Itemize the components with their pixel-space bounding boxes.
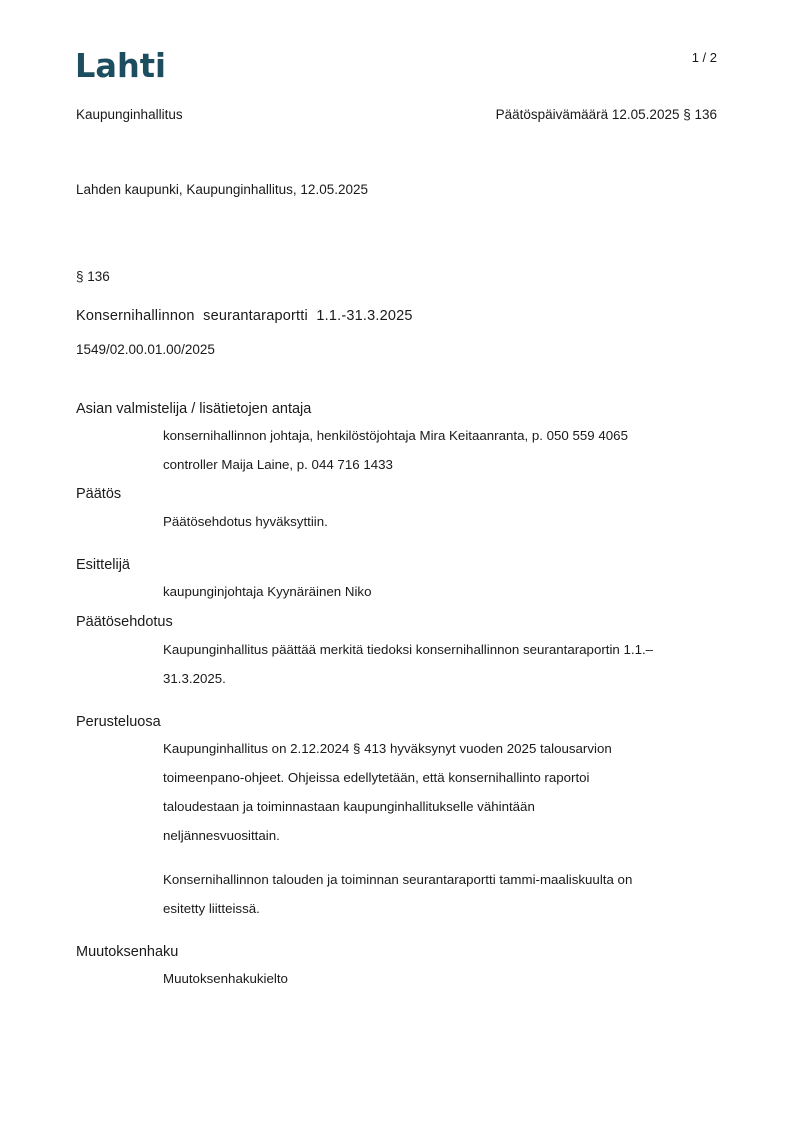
organ-name: Kaupunginhallitus xyxy=(76,107,183,122)
proposal-line: 31.3.2025. xyxy=(163,671,226,686)
rationale-heading: Perusteluosa xyxy=(76,714,161,730)
svg-text:Lahti: Lahti xyxy=(75,47,166,81)
rationale-line: toimeenpano-ohjeet. Ohjeissa edellytetään, että konsernihallinto raportoi xyxy=(163,770,590,785)
lahti-logo xyxy=(75,47,167,81)
preparer-heading: Asian valmistelija / lisätietojen antaja xyxy=(76,401,312,417)
rationale-line: taloudestaan ja toiminnastaan kaupunginhallitukselle vähintään xyxy=(163,799,535,814)
record-id: 1549/02.00.01.00/2025 xyxy=(76,342,215,357)
appeal-heading: Muutoksenhaku xyxy=(76,944,179,960)
section-number: § 136 xyxy=(76,269,110,284)
rationale-line: Konsernihallinnon talouden ja toiminnan seurantaraportti tammi-maaliskuulta on xyxy=(163,872,633,887)
document-title: Konsernihallinnon seurantaraportti 1.1.-31.3.2025 xyxy=(76,308,413,324)
proposal-heading: Päätösehdotus xyxy=(76,614,173,630)
preparer-line: controller Maija Laine, p. 044 716 1433 xyxy=(163,457,393,472)
presenter-heading: Esittelijä xyxy=(76,557,130,573)
page-number: 1 / 2 xyxy=(691,50,717,65)
decision-text: Päätösehdotus hyväksyttiin. xyxy=(163,514,328,529)
rationale-line: neljännesvuosittain. xyxy=(163,828,280,843)
preparer-line: konsernihallinnon johtaja, henkilöstöjohtaja Mira Keitaanranta, p. 050 559 4065 xyxy=(163,428,628,443)
rationale-line: Kaupunginhallitus on 2.12.2024 § 413 hyväksynyt vuoden 2025 talousarvion xyxy=(163,741,612,756)
proposal-line: Kaupunginhallitus päättää merkitä tiedoksi konsernihallinnon seurantaraportin 1.1.– xyxy=(163,642,654,657)
meeting-line: Lahden kaupunki, Kaupunginhallitus, 12.05.2025 xyxy=(76,182,368,197)
rationale-line: esitetty liitteissä. xyxy=(163,901,260,916)
appeal-text: Muutoksenhakukielto xyxy=(163,971,288,986)
decision-date: Päätöspäivämäärä 12.05.2025 § 136 xyxy=(495,107,717,122)
decision-heading: Päätös xyxy=(76,486,122,502)
presenter-text: kaupunginjohtaja Kyynäräinen Niko xyxy=(163,584,372,599)
